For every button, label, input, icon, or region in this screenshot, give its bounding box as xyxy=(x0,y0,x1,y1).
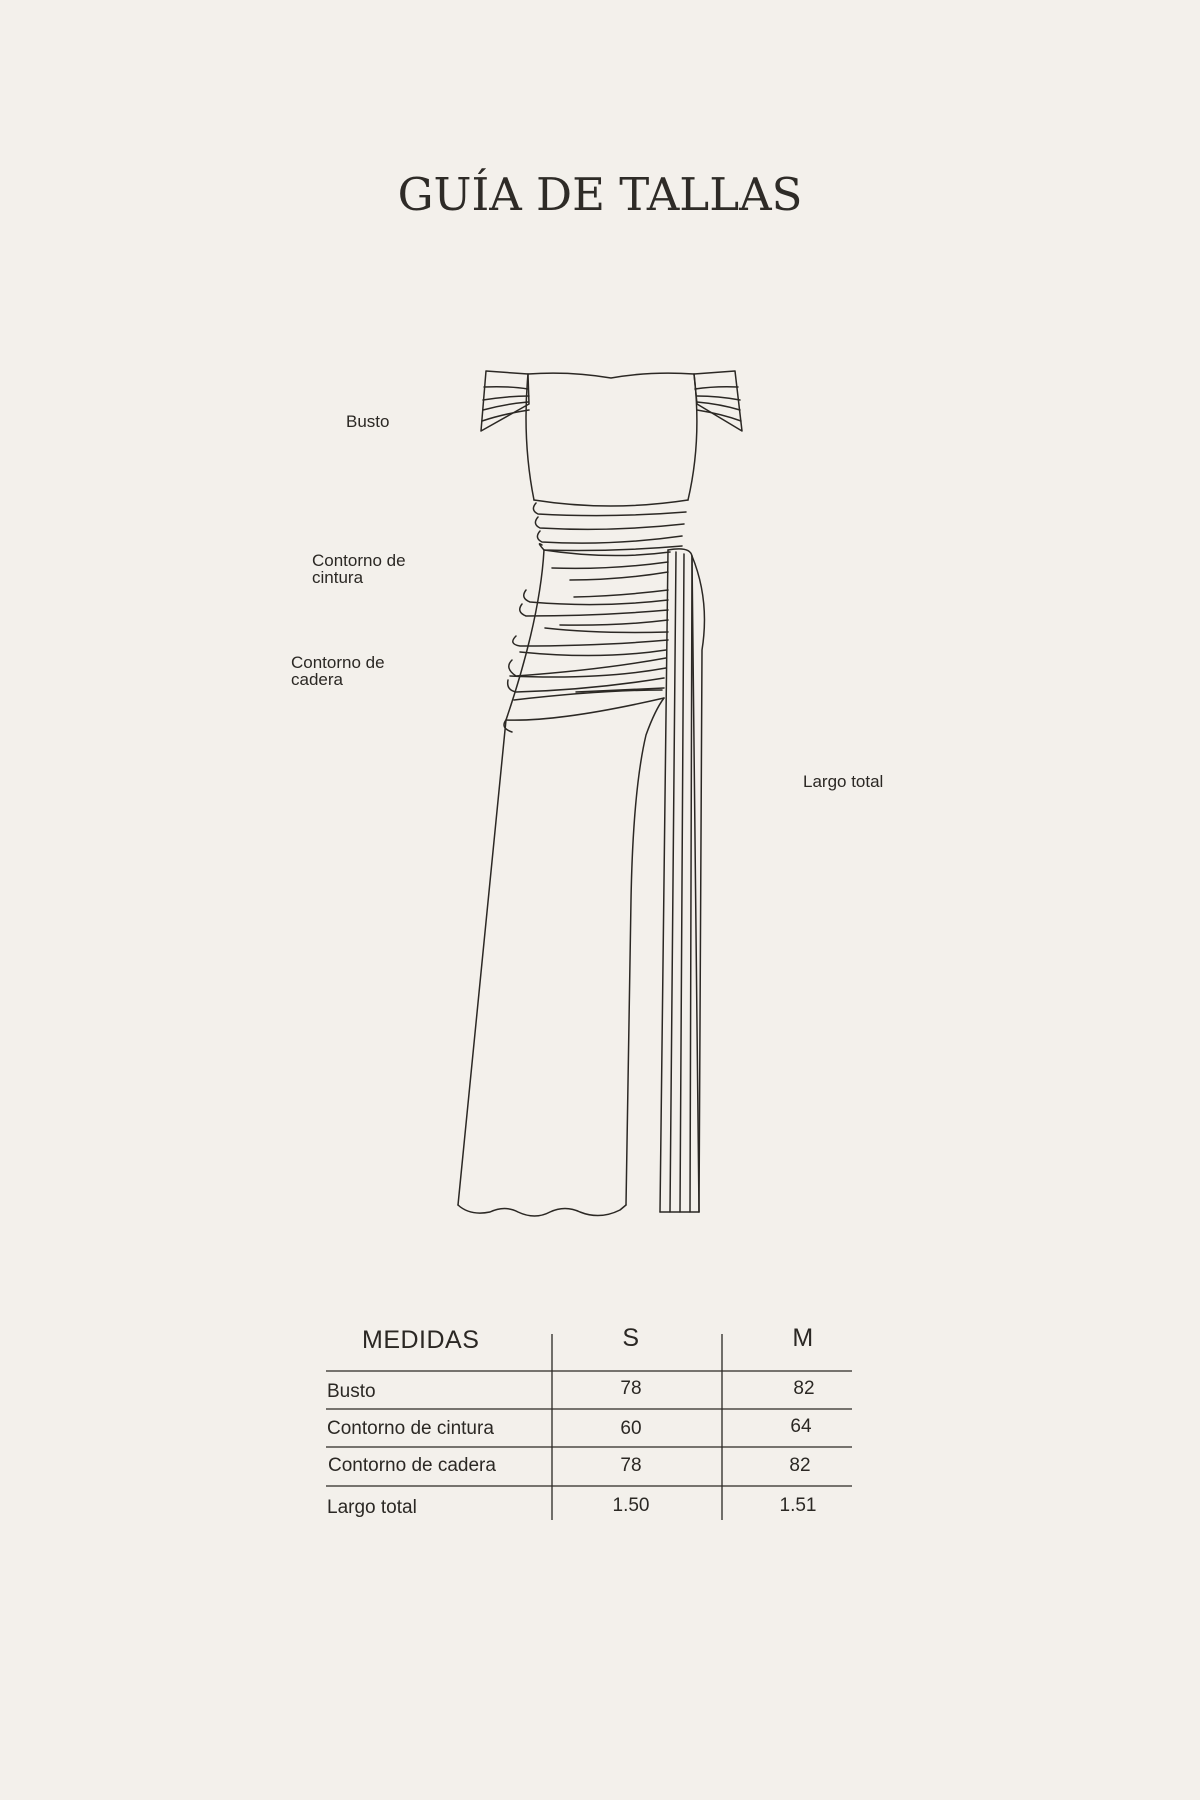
row-cadera-m: 82 xyxy=(789,1455,811,1476)
label-contorno-cintura: Contorno de cintura xyxy=(312,551,406,587)
row-busto-s: 78 xyxy=(620,1378,642,1399)
label-largo-total: Largo total xyxy=(803,772,884,791)
row-largo-m: 1.51 xyxy=(779,1495,817,1516)
table-header-m: M xyxy=(792,1324,814,1352)
label-busto: Busto xyxy=(346,412,390,431)
table-header-s: S xyxy=(622,1324,640,1352)
row-cintura-s: 60 xyxy=(620,1418,642,1439)
row-cadera-s: 78 xyxy=(620,1455,642,1476)
row-cadera-label: Contorno de cadera xyxy=(328,1455,496,1476)
page-title: GUÍA DE TALLAS xyxy=(397,168,803,221)
label-contorno-cadera: Contorno de cadera xyxy=(291,653,385,689)
row-cintura-label: Contorno de cintura xyxy=(327,1418,494,1439)
row-largo-label: Largo total xyxy=(327,1497,417,1518)
row-largo-s: 1.50 xyxy=(612,1495,650,1516)
row-busto-m: 82 xyxy=(793,1378,815,1399)
table-header-medidas: MEDIDAS xyxy=(362,1326,480,1354)
row-cintura-m: 64 xyxy=(790,1416,812,1437)
row-busto-label: Busto xyxy=(327,1381,376,1402)
